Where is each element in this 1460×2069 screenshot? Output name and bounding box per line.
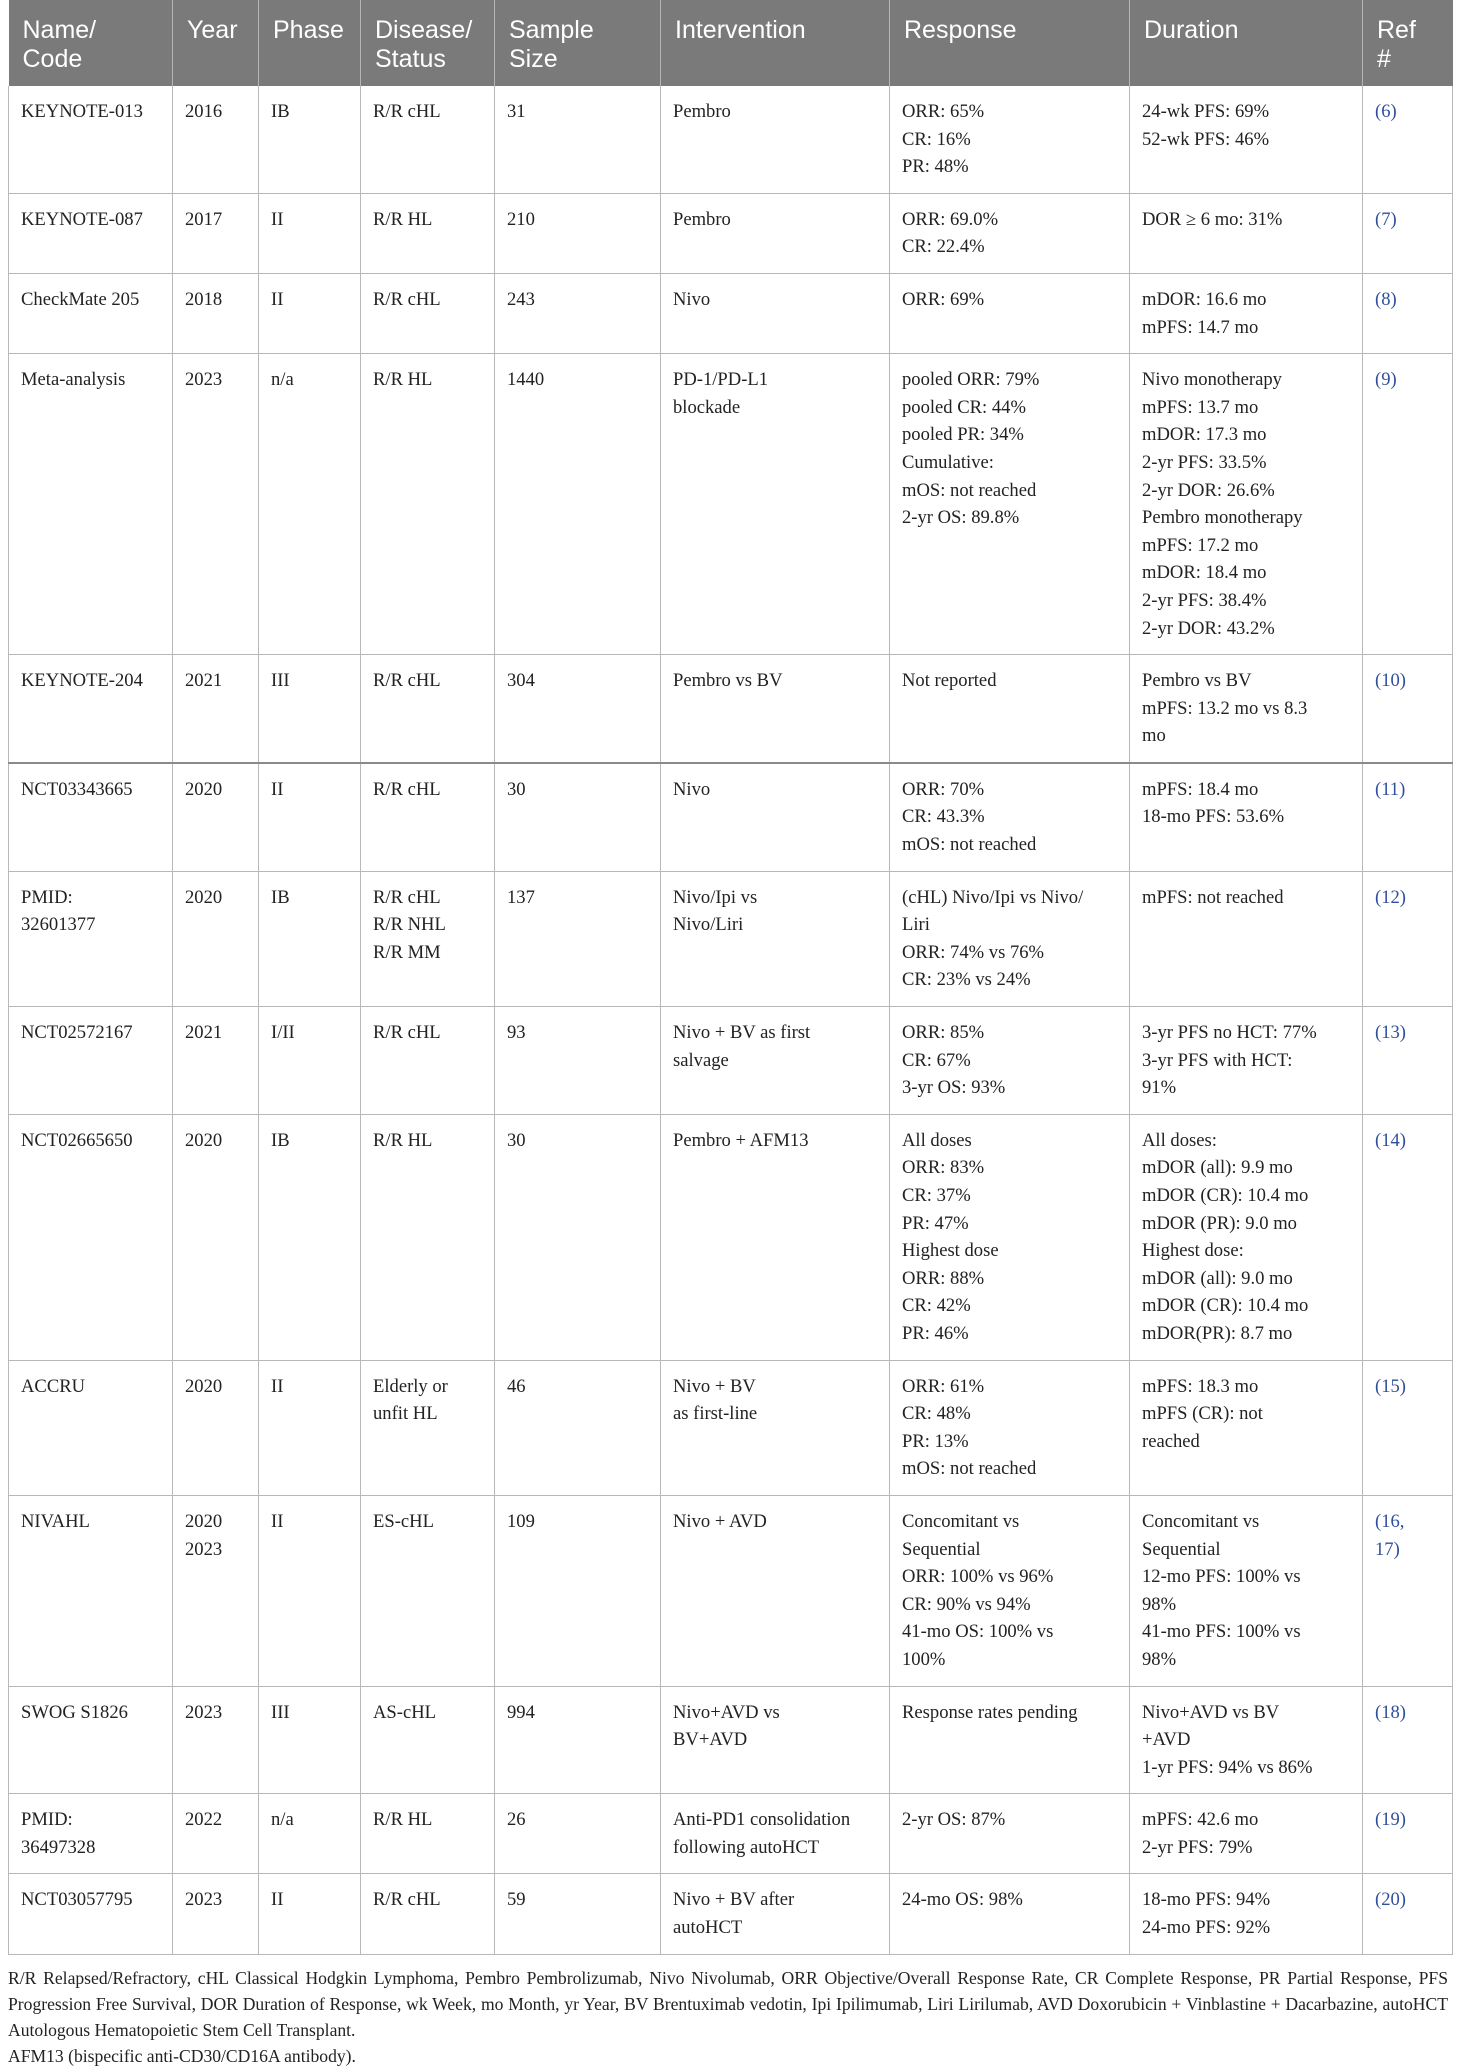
cell-intervention: Nivo — [661, 763, 890, 871]
cell-ref[interactable]: (14) — [1363, 1114, 1453, 1360]
footnote-abbreviations: R/R Relapsed/Refractory, cHL Classical Hodgkin Lymphoma, Pembro Pembrolizumab, Nivo Nivolumab, ORR Objective/Overall Response Rate, CR Complete Response, PR Partial Response, PFS Progression Free Survival, DOR Duration of Response, wk Week, mo Month, yr Year, BV Brentuximab vedotin, Ipi Ipilimumab, Liri Lirilumab, AVD Doxorubicin + Vinblastine + Dacarbazine, autoHCT Autologous Hematopoietic Stem Cell Transplant. — [8, 1967, 1448, 2040]
cell-intervention: PD-1/PD-L1 blockade — [661, 354, 890, 655]
cell-trial-name: NCT03057795 — [9, 1874, 173, 1954]
cell-duration: mPFS: not reached — [1130, 871, 1363, 1006]
cell-year: 2020 — [173, 1114, 259, 1360]
cell-disease-status: R/R HL — [361, 354, 495, 655]
cell-intervention: Nivo — [661, 273, 890, 353]
cell-disease-status: R/R HL — [361, 1794, 495, 1874]
cell-ref[interactable]: (16, 17) — [1363, 1495, 1453, 1686]
cell-phase: n/a — [259, 354, 361, 655]
table-row — [9, 1360, 1453, 1495]
footnote-afm13: AFM13 (bispecific anti-CD30/CD16A antibody). — [8, 2045, 356, 2066]
cell-intervention: Pembro vs BV — [661, 655, 890, 763]
cell-duration: mPFS: 18.4 mo 18-mo PFS: 53.6% — [1130, 763, 1363, 871]
cell-response: Not reported — [890, 655, 1130, 763]
cell-ref[interactable]: (9) — [1363, 354, 1453, 655]
cell-sample-size: 1440 — [495, 354, 661, 655]
cell-intervention: Nivo + BV as first-line — [661, 1360, 890, 1495]
cell-sample-size: 31 — [495, 86, 661, 193]
cell-sample-size: 26 — [495, 1794, 661, 1874]
cell-disease-status: ES-cHL — [361, 1495, 495, 1686]
cell-intervention: Nivo + AVD — [661, 1495, 890, 1686]
cell-year: 2017 — [173, 193, 259, 273]
cell-disease-status: R/R HL — [361, 193, 495, 273]
cell-disease-status: R/R cHL — [361, 1007, 495, 1115]
cell-phase: IB — [259, 1114, 361, 1360]
cell-ref[interactable]: (11) — [1363, 763, 1453, 871]
cell-ref[interactable]: (20) — [1363, 1874, 1453, 1954]
cell-year: 2022 — [173, 1794, 259, 1874]
cell-year: 2023 — [173, 1686, 259, 1794]
cell-ref[interactable]: (15) — [1363, 1360, 1453, 1495]
table-row — [9, 1495, 1453, 1686]
table-row — [9, 1794, 1453, 1874]
cell-trial-name: PMID: 32601377 — [9, 871, 173, 1006]
cell-duration: Concomitant vs Sequential 12-mo PFS: 100% vs 98% 41-mo PFS: 100% vs 98% — [1130, 1495, 1363, 1686]
cell-phase: I/II — [259, 1007, 361, 1115]
cell-intervention: Pembro — [661, 86, 890, 193]
table-row — [9, 763, 1453, 871]
cell-response: Concomitant vs Sequential ORR: 100% vs 96% CR: 90% vs 94% 41-mo OS: 100% vs 100% — [890, 1495, 1130, 1686]
cell-ref[interactable]: (6) — [1363, 86, 1453, 193]
cell-response: ORR: 69% — [890, 273, 1130, 353]
cell-trial-name: ACCRU — [9, 1360, 173, 1495]
table-footnote — [8, 1955, 1452, 2069]
cell-response: ORR: 65% CR: 16% PR: 48% — [890, 86, 1130, 193]
cell-sample-size: 304 — [495, 655, 661, 763]
cell-response: All doses ORR: 83% CR: 37% PR: 47% Highest dose ORR: 88% CR: 42% PR: 46% — [890, 1114, 1130, 1360]
cell-phase: II — [259, 273, 361, 353]
cell-duration: DOR ≥ 6 mo: 31% — [1130, 193, 1363, 273]
cell-trial-name: Meta-analysis — [9, 354, 173, 655]
cell-duration: Nivo+AVD vs BV +AVD 1-yr PFS: 94% vs 86% — [1130, 1686, 1363, 1794]
header-name-code: Name/ Code — [9, 0, 173, 86]
cell-sample-size: 93 — [495, 1007, 661, 1115]
cell-intervention: Nivo + BV as first salvage — [661, 1007, 890, 1115]
header-response: Response — [890, 0, 1130, 86]
table-row — [9, 1007, 1453, 1115]
cell-ref[interactable]: (12) — [1363, 871, 1453, 1006]
cell-intervention: Nivo/Ipi vs Nivo/Liri — [661, 871, 890, 1006]
cell-ref[interactable]: (7) — [1363, 193, 1453, 273]
cell-response: ORR: 69.0% CR: 22.4% — [890, 193, 1130, 273]
cell-intervention: Nivo+AVD vs BV+AVD — [661, 1686, 890, 1794]
cell-year: 2020 — [173, 763, 259, 871]
cell-disease-status: AS-cHL — [361, 1686, 495, 1794]
cell-duration: All doses: mDOR (all): 9.9 mo mDOR (CR): 10.4 mo mDOR (PR): 9.0 mo Highest dose: mDOR (all): 9.0 mo mDOR (CR): 10.4 mo mDOR(PR): 8.7 mo — [1130, 1114, 1363, 1360]
cell-intervention: Pembro — [661, 193, 890, 273]
cell-year: 2023 — [173, 354, 259, 655]
cell-disease-status: R/R HL — [361, 1114, 495, 1360]
header-intervention: Intervention — [661, 0, 890, 86]
cell-trial-name: NIVAHL — [9, 1495, 173, 1686]
cell-ref[interactable]: (18) — [1363, 1686, 1453, 1794]
clinical-trials-table — [8, 0, 1453, 1955]
table-row — [9, 1114, 1453, 1360]
cell-intervention: Pembro + AFM13 — [661, 1114, 890, 1360]
cell-trial-name: CheckMate 205 — [9, 273, 173, 353]
table-header — [9, 0, 1453, 86]
table-row — [9, 273, 1453, 353]
cell-phase: IB — [259, 86, 361, 193]
cell-duration: mPFS: 42.6 mo 2-yr PFS: 79% — [1130, 1794, 1363, 1874]
cell-phase: IB — [259, 871, 361, 1006]
table-row — [9, 193, 1453, 273]
cell-duration: 18-mo PFS: 94% 24-mo PFS: 92% — [1130, 1874, 1363, 1954]
table-row — [9, 871, 1453, 1006]
cell-response: ORR: 85% CR: 67% 3-yr OS: 93% — [890, 1007, 1130, 1115]
header-phase: Phase — [259, 0, 361, 86]
cell-ref[interactable]: (8) — [1363, 273, 1453, 353]
cell-phase: II — [259, 193, 361, 273]
cell-trial-name: SWOG S1826 — [9, 1686, 173, 1794]
table-row — [9, 354, 1453, 655]
cell-disease-status: R/R cHL — [361, 273, 495, 353]
cell-response: Response rates pending — [890, 1686, 1130, 1794]
cell-trial-name: KEYNOTE-087 — [9, 193, 173, 273]
cell-response: ORR: 61% CR: 48% PR: 13% mOS: not reached — [890, 1360, 1130, 1495]
cell-year: 2023 — [173, 1874, 259, 1954]
cell-response: (cHL) Nivo/Ipi vs Nivo/ Liri ORR: 74% vs 76% CR: 23% vs 24% — [890, 871, 1130, 1006]
cell-trial-name: NCT02572167 — [9, 1007, 173, 1115]
cell-duration: Pembro vs BV mPFS: 13.2 mo vs 8.3 mo — [1130, 655, 1363, 763]
cell-duration: 24-wk PFS: 69% 52-wk PFS: 46% — [1130, 86, 1363, 193]
cell-disease-status: R/R cHL — [361, 655, 495, 763]
cell-sample-size: 30 — [495, 763, 661, 871]
cell-intervention: Nivo + BV after autoHCT — [661, 1874, 890, 1954]
cell-phase: III — [259, 1686, 361, 1794]
header-year: Year — [173, 0, 259, 86]
cell-year: 2020 2023 — [173, 1495, 259, 1686]
cell-trial-name: KEYNOTE-013 — [9, 86, 173, 193]
header-duration: Duration — [1130, 0, 1363, 86]
cell-sample-size: 994 — [495, 1686, 661, 1794]
table-row — [9, 1874, 1453, 1954]
cell-trial-name: KEYNOTE-204 — [9, 655, 173, 763]
cell-phase: III — [259, 655, 361, 763]
cell-response: ORR: 70% CR: 43.3% mOS: not reached — [890, 763, 1130, 871]
cell-year: 2018 — [173, 273, 259, 353]
cell-year: 2020 — [173, 1360, 259, 1495]
cell-year: 2021 — [173, 655, 259, 763]
cell-duration: mPFS: 18.3 mo mPFS (CR): not reached — [1130, 1360, 1363, 1495]
cell-phase: II — [259, 1495, 361, 1686]
header-sample-size: Sample Size — [495, 0, 661, 86]
table-row — [9, 655, 1453, 763]
cell-disease-status: Elderly or unfit HL — [361, 1360, 495, 1495]
results-table-container — [8, 0, 1452, 2069]
table-body — [9, 86, 1453, 1954]
table-row — [9, 86, 1453, 193]
cell-sample-size: 30 — [495, 1114, 661, 1360]
cell-trial-name: NCT03343665 — [9, 763, 173, 871]
cell-year: 2021 — [173, 1007, 259, 1115]
cell-sample-size: 137 — [495, 871, 661, 1006]
cell-trial-name: NCT02665650 — [9, 1114, 173, 1360]
cell-response: 2-yr OS: 87% — [890, 1794, 1130, 1874]
cell-sample-size: 109 — [495, 1495, 661, 1686]
cell-sample-size: 243 — [495, 273, 661, 353]
cell-phase: II — [259, 1874, 361, 1954]
cell-year: 2016 — [173, 86, 259, 193]
header-ref: Ref # — [1363, 0, 1453, 86]
cell-disease-status: R/R cHL — [361, 763, 495, 871]
cell-duration: 3-yr PFS no HCT: 77% 3-yr PFS with HCT: 91% — [1130, 1007, 1363, 1115]
cell-ref[interactable]: (19) — [1363, 1794, 1453, 1874]
cell-ref[interactable]: (13) — [1363, 1007, 1453, 1115]
cell-phase: n/a — [259, 1794, 361, 1874]
cell-disease-status: R/R cHL R/R NHL R/R MM — [361, 871, 495, 1006]
table-row — [9, 1686, 1453, 1794]
cell-phase: II — [259, 1360, 361, 1495]
cell-sample-size: 46 — [495, 1360, 661, 1495]
cell-response: pooled ORR: 79% pooled CR: 44% pooled PR: 34% Cumulative: mOS: not reached 2-yr OS: 89.8% — [890, 354, 1130, 655]
header-disease-status: Disease/ Status — [361, 0, 495, 86]
cell-sample-size: 210 — [495, 193, 661, 273]
cell-duration: mDOR: 16.6 mo mPFS: 14.7 mo — [1130, 273, 1363, 353]
cell-ref[interactable]: (10) — [1363, 655, 1453, 763]
cell-year: 2020 — [173, 871, 259, 1006]
cell-disease-status: R/R cHL — [361, 1874, 495, 1954]
cell-disease-status: R/R cHL — [361, 86, 495, 193]
cell-sample-size: 59 — [495, 1874, 661, 1954]
cell-duration: Nivo monotherapy mPFS: 13.7 mo mDOR: 17.3 mo 2-yr PFS: 33.5% 2-yr DOR: 26.6% Pembro monotherapy mPFS: 17.2 mo mDOR: 18.4 mo 2-yr PFS: 38.4% 2-yr DOR: 43.2% — [1130, 354, 1363, 655]
cell-response: 24-mo OS: 98% — [890, 1874, 1130, 1954]
cell-intervention: Anti-PD1 consolidation following autoHCT — [661, 1794, 890, 1874]
cell-phase: II — [259, 763, 361, 871]
cell-trial-name: PMID: 36497328 — [9, 1794, 173, 1874]
